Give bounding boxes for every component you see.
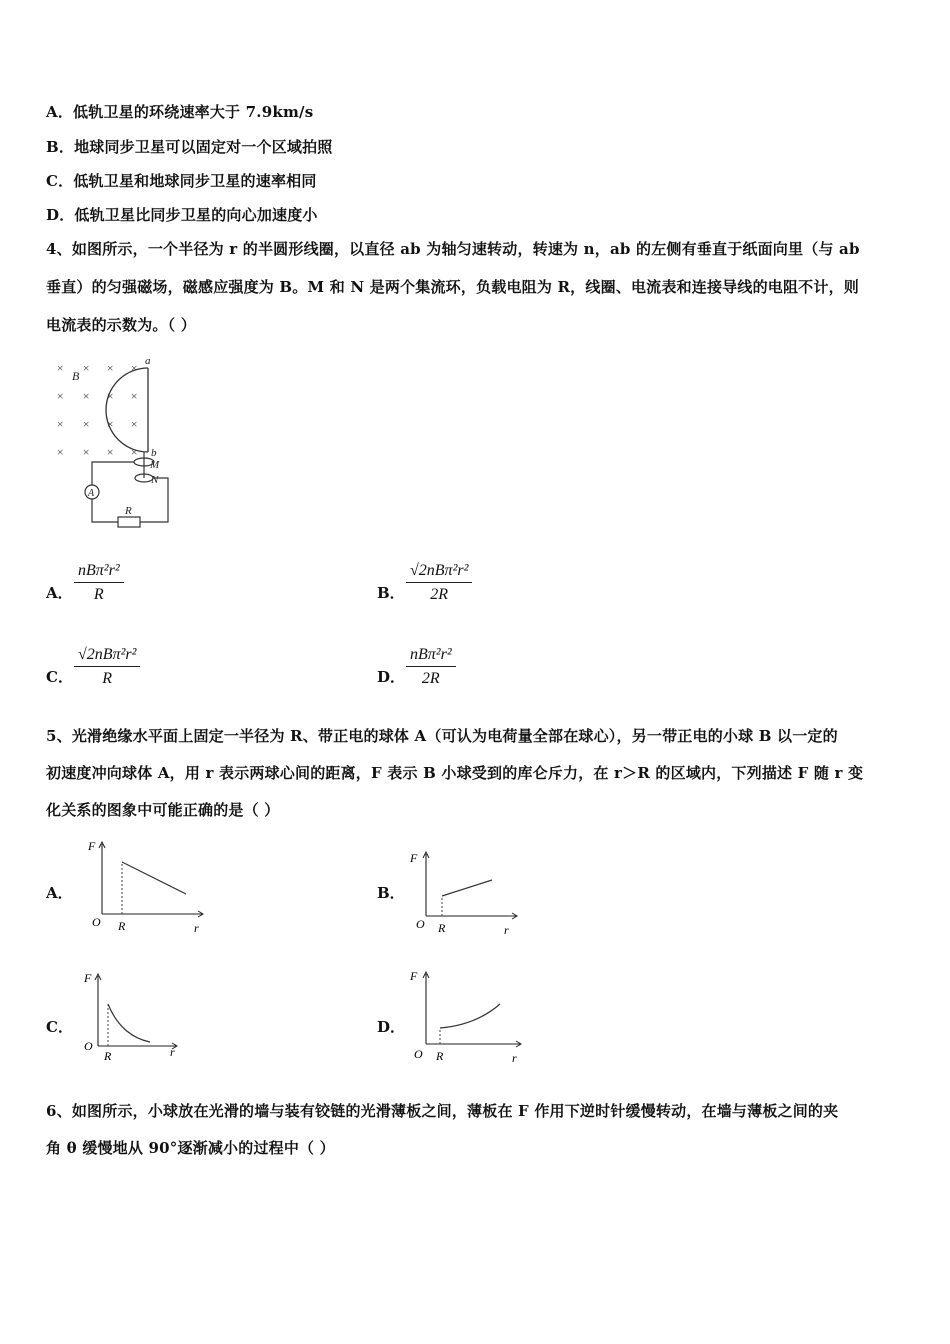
fraction-denominator: 2R: [421, 670, 440, 687]
q3-option-a-text: 低轨卫星的环绕速率大于 7.9km/s: [73, 103, 314, 121]
q4-stem-line-2: 垂直）的匀强磁场，磁感应强度为 B。M 和 N 是两个集流环，负载电阻为 R，线圈、电流表和连接导线的电阻不计，则: [46, 278, 859, 296]
field-cross: ×: [56, 361, 65, 375]
x-axis-label: r: [170, 1045, 175, 1059]
q3-option-b-text: 地球同步卫星可以固定对一个区域拍照: [74, 138, 333, 156]
q3-option-b: [46, 136, 333, 157]
q4-option-a-fraction: [74, 562, 124, 604]
point-b-label: b: [151, 447, 157, 459]
field-cross: ×: [82, 389, 91, 403]
q3-option-c: [46, 170, 317, 191]
q4-option-b-fraction: [406, 562, 472, 604]
resistor-icon: [118, 517, 140, 527]
q5-stem-line-3: 化关系的图象中可能正确的是（ ）: [46, 801, 280, 819]
resistor-label: R: [125, 505, 132, 517]
q3-option-d-label: D．: [46, 206, 75, 224]
fraction-denominator: R: [102, 670, 113, 687]
y-axis-label: F: [410, 851, 418, 865]
q3-option-a-label: A．: [46, 103, 74, 121]
origin-label: O: [92, 915, 101, 929]
field-cross: ×: [130, 389, 139, 403]
magnetic-field-crosses: [56, 361, 138, 459]
x-axis-label: r: [194, 921, 199, 935]
r-tick-label: R: [438, 921, 446, 935]
r-tick-label: R: [436, 1049, 444, 1063]
r-tick-label: R: [104, 1049, 112, 1063]
q4-stem-line-1: 4、如图所示，一个半径为 r 的半圆形线圈，以直径 ab 为轴匀速转动，转速为 n，ab 的左侧有垂直于纸面向里（与 ab: [46, 240, 860, 258]
field-cross: ×: [56, 389, 65, 403]
q5-graph-b: [404, 846, 524, 938]
f-curve: [108, 1004, 150, 1042]
semicircle-coil: [106, 368, 148, 452]
ring-n-label: N: [151, 474, 159, 486]
f-curve: [122, 862, 186, 894]
origin-label: O: [84, 1039, 93, 1053]
q5-stem-line-1: 5、光滑绝缘水平面上固定一半径为 R、带正电的球体 A（可认为电荷量全部在球心），另一带正电的小球 B 以一定的: [46, 727, 838, 745]
q3-option-c-text: 低轨卫星和地球同步卫星的速率相同: [73, 172, 317, 190]
origin-label: O: [416, 917, 425, 931]
fraction-denominator: R: [93, 586, 104, 603]
fraction-numerator: nBπ²r²: [406, 646, 456, 667]
q5-option-b-label: B．: [377, 884, 405, 902]
q3-option-c-label: C．: [46, 172, 74, 190]
field-cross: ×: [106, 361, 115, 375]
q4-option-d-fraction: [406, 646, 456, 688]
field-cross: ×: [106, 445, 115, 459]
fraction-numerator: √2nBπ²r²: [74, 646, 140, 667]
field-cross: ×: [106, 389, 115, 403]
r-tick-label: R: [118, 919, 126, 933]
field-cross: ×: [56, 445, 65, 459]
field-cross: ×: [106, 417, 115, 431]
q5-option-d-label: D．: [377, 1018, 406, 1036]
field-cross: ×: [82, 361, 91, 375]
q4-option-d-label: D．: [377, 668, 406, 686]
x-axis-label: r: [512, 1051, 517, 1065]
q5-graph-a: [82, 836, 212, 936]
q3-option-b-label: B．: [46, 138, 75, 156]
q4-option-c-label: C．: [46, 668, 73, 686]
field-cross: ×: [130, 417, 139, 431]
origin-label: O: [414, 1047, 423, 1061]
field-cross: ×: [82, 445, 91, 459]
ammeter-label: A: [88, 488, 95, 499]
q6-stem-line-2: 角 θ 缓慢地从 90°逐渐减小的过程中（ ）: [46, 1139, 335, 1157]
q4-option-a-label: A．: [46, 584, 73, 602]
field-cross: ×: [56, 417, 65, 431]
y-axis-label: F: [88, 839, 96, 853]
q3-option-d: [46, 204, 318, 225]
q5-stem-line-2: 初速度冲向球体 A，用 r 表示两球心间的距离，F 表示 B 小球受到的库仑斥力，在 r＞R 的区域内，下列描述 F 随 r 变: [46, 764, 864, 782]
q4-option-c-fraction: [74, 646, 140, 688]
q4-circuit-figure: [48, 352, 178, 528]
q5-graph-c: [80, 968, 190, 1064]
field-cross: ×: [130, 445, 139, 459]
field-cross: ×: [130, 361, 139, 375]
q4-option-b-label: B．: [377, 584, 405, 602]
field-cross: ×: [82, 417, 91, 431]
x-axis-label: r: [504, 923, 509, 937]
fraction-numerator: √2nBπ²r²: [406, 562, 472, 583]
q5-graph-d: [404, 966, 528, 1066]
fraction-denominator: 2R: [430, 586, 449, 603]
q5-option-a-label: A．: [46, 884, 73, 902]
q3-option-a: [46, 101, 313, 122]
f-curve: [442, 880, 492, 896]
f-curve: [440, 1004, 500, 1028]
q5-option-c-label: C．: [46, 1018, 73, 1036]
point-a-label: a: [145, 355, 151, 367]
q6-stem-line-1: 6、如图所示，小球放在光滑的墙与装有铰链的光滑薄板之间，薄板在 F 作用下逆时针缓慢转动，在墙与薄板之间的夹: [46, 1102, 839, 1120]
ring-m-label: M: [150, 459, 160, 471]
y-axis-label: F: [84, 971, 92, 985]
y-axis-label: F: [410, 969, 418, 983]
q4-stem-line-3: 电流表的示数为。（ ）: [46, 316, 196, 334]
field-label-b: B: [72, 369, 80, 383]
q3-option-d-text: 低轨卫星比同步卫星的向心加速度小: [74, 206, 318, 224]
fraction-numerator: nBπ²r²: [74, 562, 124, 583]
